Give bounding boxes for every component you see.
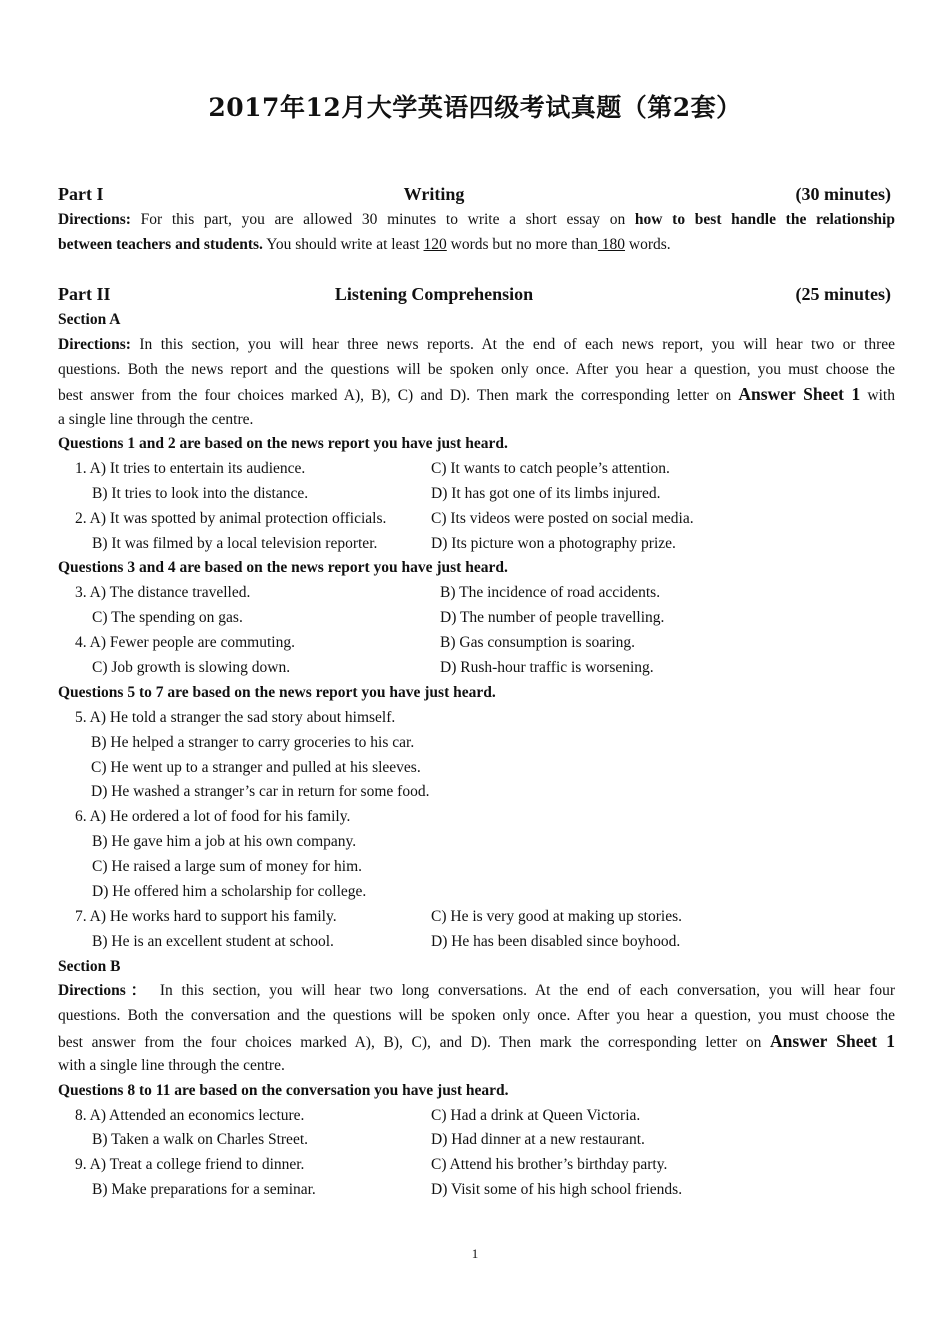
q1-option-d: D) It has got one of its limbs injured. [431,485,661,502]
part1-time: (30 minutes) [795,184,891,204]
q4-option-c: C) Job growth is slowing down. [92,659,291,676]
q1-option-a: 1. A) It tries to entertain its audience. [75,460,306,477]
q7-option-a: 7. A) He works hard to support his family. [75,908,337,925]
q7-option-d: D) He has been disabled since boyhood. [431,933,681,950]
q3-option-c: C) The spending on gas. [92,609,243,626]
section-b-directions-line3: best answer from the four choices marked A), B), C), and D). Then mark the corresponding letter on Answer Sheet 1 [58,1031,895,1051]
section-b-label: Section B [58,958,121,975]
q8-option-a: 8. A) Attended an economics lecture. [75,1107,305,1124]
q8-option-d: D) Had dinner at a new restaurant. [431,1131,645,1148]
part2-label: Part II [58,284,111,304]
part1-directions-line1: Directions: For this part, you are allowed 30 minutes to write a short essay on how to best handle the relationship [58,211,895,228]
q9-option-b: B) Make preparations for a seminar. [92,1181,316,1198]
q4-option-d: D) Rush-hour traffic is worsening. [440,659,654,676]
part1-directions-line2: between teachers and students. You should write at least 120 words but no more than 180 words. [58,236,671,253]
section-a-directions-line4: a single line through the centre. [58,411,254,428]
q3-option-d: D) The number of people travelling. [440,609,665,626]
q5-option-c: C) He went up to a stranger and pulled at his sleeves. [91,759,421,776]
question-group-heading: Questions 3 and 4 are based on the news report you have just heard. [58,559,508,576]
q5-option-b: B) He helped a stranger to carry groceries to his car. [91,734,415,751]
section-a-directions-line2: questions. Both the news report and the questions will be spoken only once. After you hear a question, you must choose the [58,361,895,378]
page-title: 2017年12月大学英语四级考试真题（第2套） [208,93,742,122]
page-number: 1 [471,1246,479,1261]
q8-option-b: B) Taken a walk on Charles Street. [92,1131,309,1148]
q6-option-c: C) He raised a large sum of money for him. [92,858,363,875]
question-group-heading: Questions 5 to 7 are based on the news report you have just heard. [58,684,496,701]
q3-option-a: 3. A) The distance travelled. [75,584,251,601]
part1-name: Writing [403,184,465,204]
section-a-label: Section A [58,311,121,328]
question-group-heading: Questions 1 and 2 are based on the news report you have just heard. [58,435,508,452]
section-b-directions-line4: with a single line through the centre. [58,1057,285,1074]
q6-option-b: B) He gave him a job at his own company. [92,833,357,850]
q5-option-d: D) He washed a stranger’s car in return for some food. [91,783,430,800]
q4-option-a: 4. A) Fewer people are commuting. [75,634,295,651]
question-group-heading: Questions 8 to 11 are based on the conversation you have just heard. [58,1082,509,1099]
section-a-directions-line3: best answer from the four choices marked A), B), C) and D). Then mark the corresponding letter on Answer Sheet 1 with [58,384,895,404]
q4-option-b: B) Gas consumption is soaring. [440,634,636,651]
section-b-directions-line2: questions. Both the conversation and the questions will be spoken only once. After you hear a question, you must choose the [58,1007,895,1024]
part2-name: Listening Comprehension [334,284,534,304]
q7-option-c: C) He is very good at making up stories. [431,908,682,925]
q5-option-a: 5. A) He told a stranger the sad story about himself. [75,709,396,726]
q3-option-b: B) The incidence of road accidents. [440,584,661,601]
q9-option-d: D) Visit some of his high school friends. [431,1181,683,1198]
section-b-directions-line1: Directions： In this section, you will hear two long conversations. At the end of each conversation, you will hear four [58,982,896,999]
q2-option-c: C) Its videos were posted on social media. [431,510,694,527]
q6-option-a: 6. A) He ordered a lot of food for his family. [75,808,351,825]
q9-option-a: 9. A) Treat a college friend to dinner. [75,1156,305,1173]
section-a-directions-line1: Directions: In this section, you will hear three news reports. At the end of each news report, you will hear two or three [58,336,895,353]
q9-option-c: C) Attend his brother’s birthday party. [431,1156,668,1173]
q8-option-c: C) Had a drink at Queen Victoria. [431,1107,641,1124]
q1-option-c: C) It wants to catch people’s attention. [431,460,670,477]
q7-option-b: B) He is an excellent student at school. [92,933,334,950]
q2-option-b: B) It was filmed by a local television reporter. [92,535,378,552]
part1-label: Part I [58,184,104,204]
q1-option-b: B) It tries to look into the distance. [92,485,309,502]
q2-option-d: D) Its picture won a photography prize. [431,535,676,552]
part2-time: (25 minutes) [795,284,891,304]
q2-option-a: 2. A) It was spotted by animal protection officials. [75,510,387,527]
part2-header [58,284,891,306]
part1-header [58,184,891,206]
q6-option-d: D) He offered him a scholarship for college. [92,883,367,900]
